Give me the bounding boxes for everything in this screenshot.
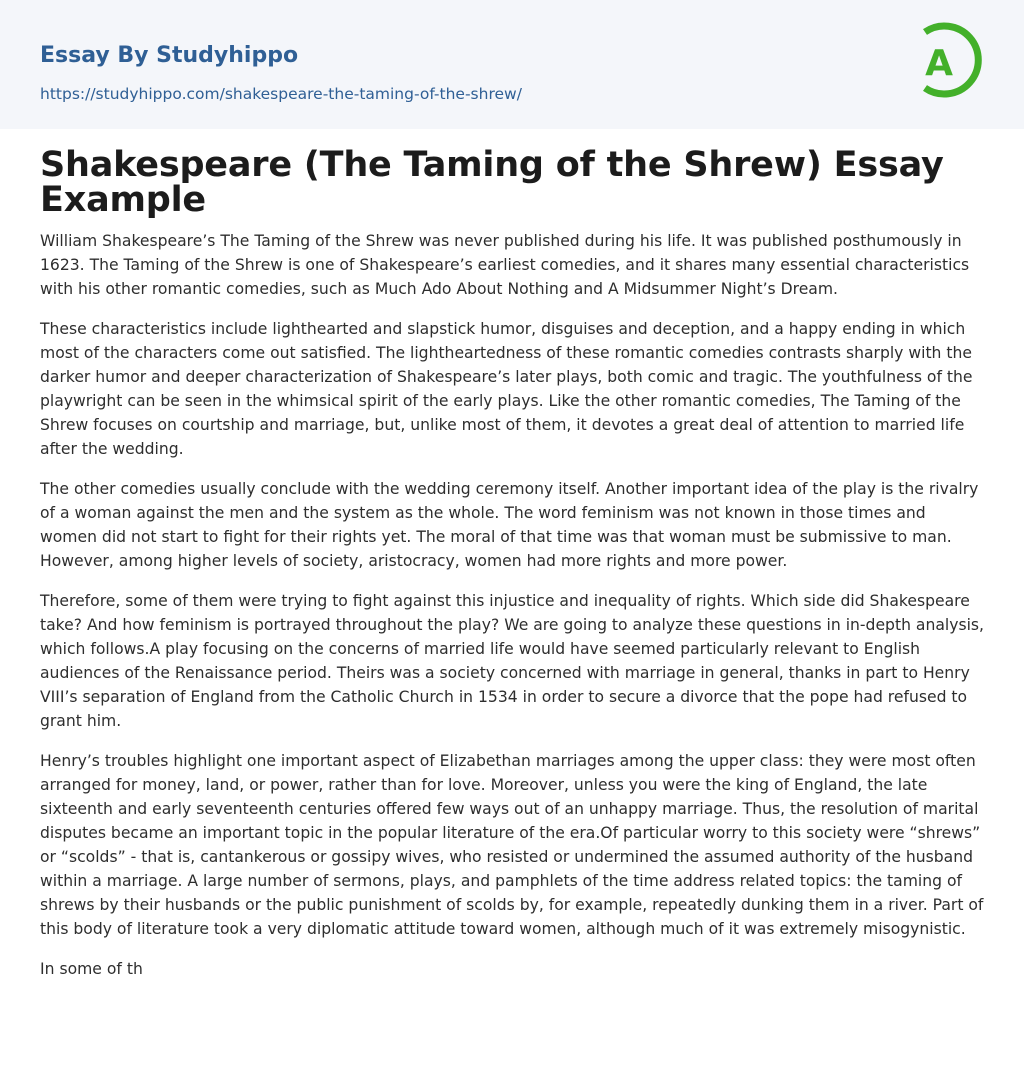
studyhippo-logo[interactable] [911, 18, 987, 106]
page-title: Shakespeare (The Taming of the Shrew) Essay Example [40, 145, 944, 220]
essay-paragraph: The other comedies usually conclude with the wedding ceremony itself. Another important idea of the play is the rivalry of a woman against the men and the system as the whole. The word feminism was not known in those times and women did not start to fight for their rights yet. The moral of that time was that woman must be submissive to man. However, among higher levels of society, aristocracy, women had more rights and more power. [40, 480, 979, 570]
essay-paragraph: These characteristics include lighthearted and slapstick humor, disguises and deception, and a happy ending in which most of the characters come out satisfied. The lightheartedness of these romantic comedies contrasts sharply with the darker humor and deeper characterization of Shakespeare’s later plays, both comic and tragic. The youthfulness of the playwright can be seen in the whimsical spirit of the early plays. Like the other romantic comedies, The Taming of the Shrew focuses on courtship and marriage, but, unlike most of them, it devotes a great deal of attention to married life after the wedding. [40, 320, 973, 458]
essay-body [40, 229, 984, 981]
essay-paragraph: William Shakespeare’s The Taming of the Shrew was never published during his life. It was published posthumously in 1623. The Taming of the Shrew is one of Shakespeare’s earliest comedies, and it shares many essential characteristics with his other romantic comedies, such as Much Ado About Nothing and A Midsummer Night’s Dream. [40, 232, 970, 298]
essay-paragraph-truncated: In some of th [40, 960, 143, 978]
essay-content [0, 145, 1024, 981]
site-header [0, 0, 1024, 129]
logo-ring-icon [911, 18, 987, 106]
essay-paragraph: Henry’s troubles highlight one important aspect of Elizabethan marriages among the upper class: they were most often arranged for money, land, or power, rather than for love. Moreover, unless you were the king of England, the late sixteenth and early seventeenth centuries offered few ways out of an unhappy marriage. Thus, the resolution of marital disputes became an important topic in the popular literature of the era.Of particular worry to this society were “shrews” or “scolds” - that is, cantankerous or gossipy wives, who resisted or undermined the assumed authority of the husband within a marriage. A large number of sermons, plays, and pamphlets of the time address related topics: the taming of shrews by their husbands or the public punishment of scolds by, for example, repeatedly dunking them in a river. Part of this body of literature took a very diplomatic attitude toward women, although much of it was extremely misogynistic. [40, 752, 984, 938]
essay-paragraph: Therefore, some of them were trying to fight against this injustice and inequality of rights. Which side did Shakespeare take? And how feminism is portrayed throughout the play? We are going to analyze these questions in in-depth analysis, which follows.A play focusing on the concerns of married life would have seemed particularly relevant to English audiences of the Renaissance period. Theirs was a society concerned with marriage in general, thanks in part to Henry VIII’s separation of England from the Catholic Church in 1534 in order to secure a divorce that the pope had refused to grant him. [40, 592, 984, 730]
source-url-link[interactable]: https://studyhippo.com/shakespeare-the-taming-of-the-shrew/ [40, 85, 522, 103]
logo-letter: A [925, 43, 953, 84]
site-title[interactable]: Essay By Studyhippo [40, 43, 299, 68]
